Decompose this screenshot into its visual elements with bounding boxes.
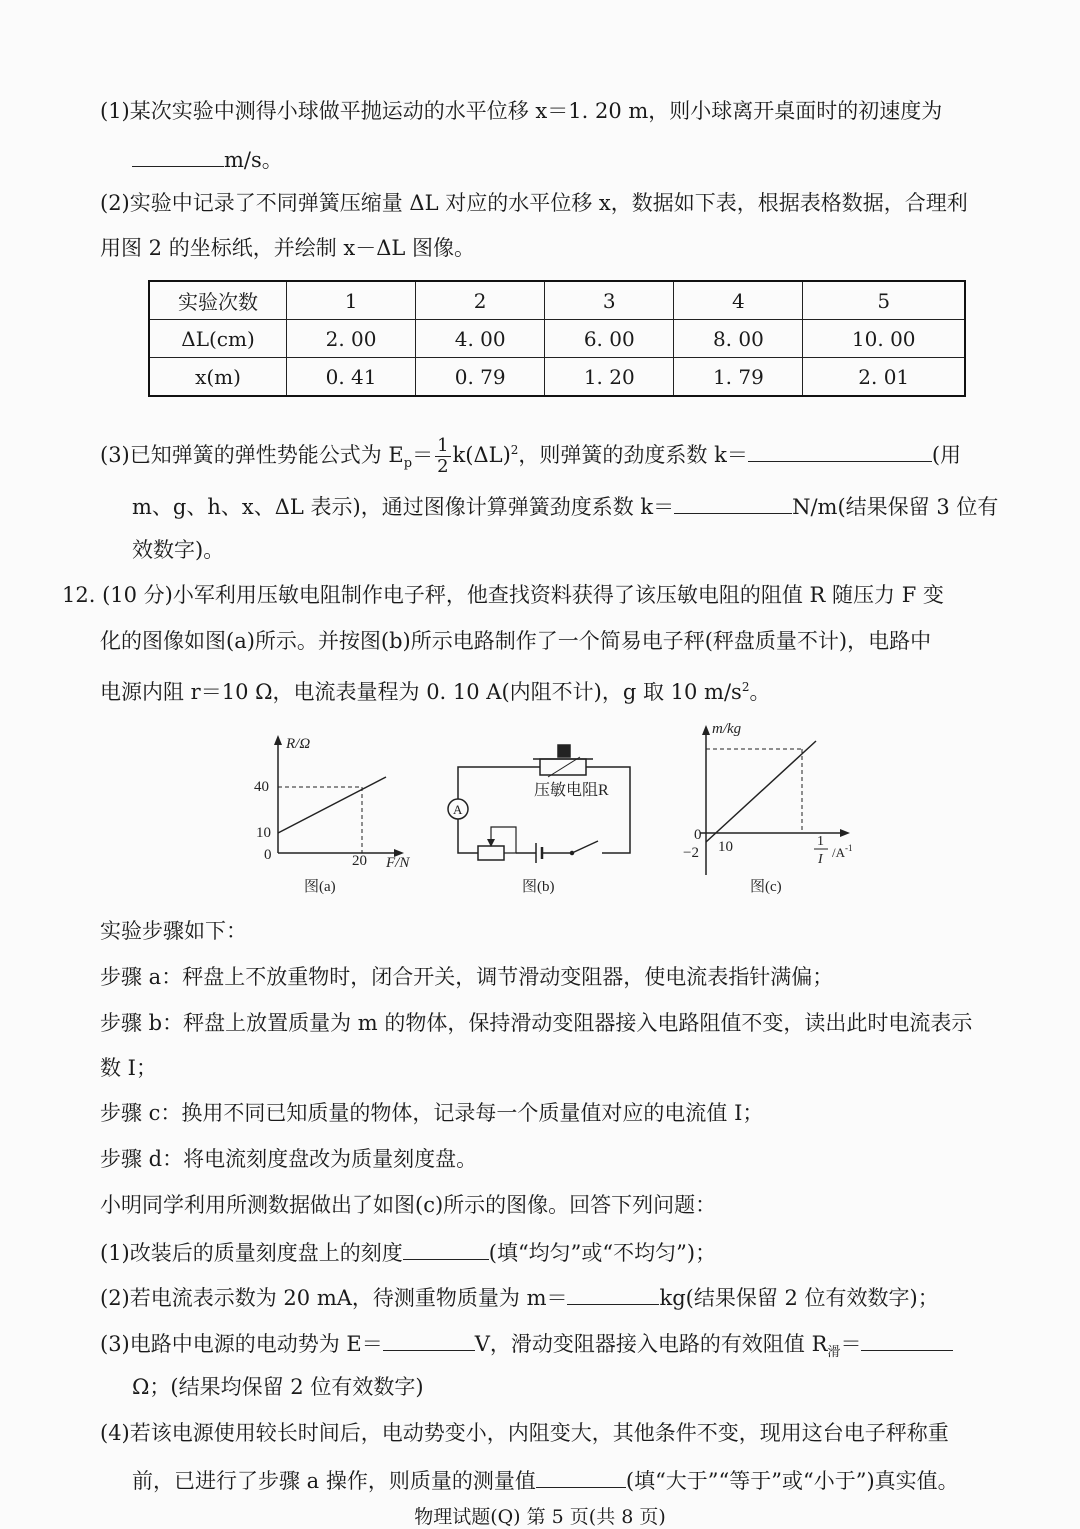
answer-blank[interactable] bbox=[132, 142, 224, 167]
step-b-line1: 步骤 b：秤盘上放置质量为 m 的物体，保持滑动变阻器接入电路阻值不变，读出此时电流表示 bbox=[100, 1011, 973, 1035]
table-cell: 0. 41 bbox=[287, 358, 416, 397]
arrow-icon bbox=[840, 829, 850, 837]
table-cell: 4. 00 bbox=[416, 320, 545, 358]
table-row bbox=[149, 281, 965, 320]
table-cell: 4 bbox=[674, 281, 803, 320]
answer-blank[interactable] bbox=[748, 437, 932, 462]
fraction: $\frac{1}{2}$ bbox=[437, 435, 449, 477]
figure-caption: 图(a) bbox=[304, 879, 336, 895]
axis-label: R/Ω bbox=[286, 736, 311, 752]
q11-part3-line1: (3)已知弹簧的弹性势能公式为 $E_p=$ $\frac{1}{2}$ $k(\Delta L)^2$，则弹簧的劲度系数 k＝ (用 bbox=[100, 435, 962, 477]
data-table bbox=[148, 280, 966, 397]
tick-label: 10 bbox=[256, 825, 271, 841]
table-cell: 2. 01 bbox=[803, 358, 965, 397]
table-cell: 0. 79 bbox=[416, 358, 545, 397]
tick-label: 0 bbox=[694, 827, 702, 843]
page-footer: 物理试题(Q) 第 5 页(共 8 页) bbox=[414, 1506, 666, 1528]
axis-label-denominator: I bbox=[818, 852, 823, 867]
figures bbox=[0, 715, 1080, 905]
table-row bbox=[149, 358, 965, 397]
answer-blank[interactable] bbox=[861, 1326, 953, 1351]
tick-label: −2 bbox=[683, 845, 699, 861]
q11-part3-line2: m、g、h、x、ΔL 表示)，通过图像计算弹簧劲度系数 k＝ N/m(结果保留 3 位有 bbox=[132, 489, 998, 522]
table-cell: 1. 20 bbox=[545, 358, 674, 397]
tick-label: 20 bbox=[352, 853, 367, 869]
step-a: 步骤 a：秤盘上不放重物时，闭合开关，调节滑动变阻器，使电流表指针满偏； bbox=[100, 965, 834, 989]
table-cell: x(m) bbox=[149, 358, 287, 397]
axis-label: F/N bbox=[386, 855, 410, 871]
table-cell: 1 bbox=[287, 281, 416, 320]
rheostat bbox=[478, 846, 504, 860]
figure-caption: 图(c) bbox=[750, 879, 782, 895]
figure-a bbox=[254, 735, 410, 895]
sensor-label: 压敏电阻R bbox=[534, 782, 609, 799]
table-cell: 实验次数 bbox=[149, 281, 287, 320]
step-c: 步骤 c：换用不同已知质量的物体，记录每一个质量值对应的电流值 I； bbox=[100, 1101, 764, 1125]
axis-label: m/kg bbox=[712, 721, 742, 737]
figure-caption: 图(b) bbox=[522, 879, 555, 895]
switch-contact bbox=[571, 852, 574, 855]
q11-part3-line3: 效数字)。 bbox=[132, 538, 225, 562]
table-row bbox=[149, 320, 965, 358]
subq-4-line1: (4)若该电源使用较长时间后，电动势变小，内阻变大，其他条件不变，现用这台电子秤称重 bbox=[100, 1421, 949, 1445]
table-cell: 2. 00 bbox=[287, 320, 416, 358]
summary: 小明同学利用所测数据做出了如图(c)所示的图像。回答下列问题： bbox=[100, 1193, 717, 1217]
table-cell: 6. 00 bbox=[545, 320, 674, 358]
table-cell: 10. 00 bbox=[803, 320, 965, 358]
tick-label: 10 bbox=[718, 839, 733, 855]
answer-blank[interactable] bbox=[674, 489, 792, 514]
arrow-icon bbox=[274, 735, 282, 745]
step-d: 步骤 d：将电流刻度盘改为质量刻度盘。 bbox=[100, 1147, 478, 1171]
q11-part1-line2: m/s。 bbox=[132, 142, 283, 175]
table-cell: 3 bbox=[545, 281, 674, 320]
sensor-resistor bbox=[540, 759, 586, 775]
q12-intro-line2: 化的图像如图(a)所示。并按图(b)所示电路制作了一个简易电子秤(秤盘质量不计)，电路中 bbox=[100, 629, 932, 653]
subq-2: (2)若电流表示数为 20 mA，待测重物质量为 m＝ kg(结果保留 2 位有效数字)； bbox=[100, 1280, 939, 1313]
graph-line bbox=[706, 741, 816, 842]
q11-part1-line1: (1)某次实验中测得小球做平抛运动的水平位移 x＝1. 20 m，则小球离开桌面时的初速度为 bbox=[100, 99, 943, 123]
q11-part2-line2: 用图 2 的坐标纸，并绘制 x－ΔL 图像。 bbox=[100, 236, 476, 260]
sensor-arrow bbox=[548, 757, 580, 777]
q12-intro-line3: 电源内阻 r＝10 Ω，电流表量程为 0. 10 A(内阻不计)，g 取 10 $m/s^2$。 bbox=[100, 680, 771, 704]
q12-intro-line1: 12. (10 分)小军利用压敏电阻制作电子秤，他查找资料获得了该压敏电阻的阻值 R 随压力 F 变 bbox=[62, 583, 944, 607]
table-cell: 5 bbox=[803, 281, 965, 320]
tick-label: 0 bbox=[264, 847, 272, 863]
figure-b bbox=[448, 745, 630, 895]
subq-3-line1: (3)电路中电源的电动势为 E＝ V，滑动变阻器接入电路的有效阻值 $R_滑=$ bbox=[100, 1326, 953, 1368]
q11-part2-line1: (2)实验中记录了不同弹簧压缩量 ΔL 对应的水平位移 x，数据如下表，根据表格数据，合理利 bbox=[100, 191, 968, 215]
subq-1: (1)改装后的质量刻度盘上的刻度 (填“均匀”或“不均匀”)； bbox=[100, 1235, 716, 1268]
steps-title: 实验步骤如下： bbox=[100, 919, 247, 943]
answer-blank[interactable] bbox=[567, 1280, 659, 1305]
table-cell: 8. 00 bbox=[674, 320, 803, 358]
axis-label-unit: $/A^{-1}$ bbox=[832, 843, 853, 860]
table-cell: 2 bbox=[416, 281, 545, 320]
ammeter-label: A bbox=[453, 802, 463, 817]
answer-blank[interactable] bbox=[536, 1463, 626, 1488]
axis-label-numerator: 1 bbox=[817, 834, 824, 849]
switch bbox=[572, 841, 598, 853]
answer-blank[interactable] bbox=[383, 1326, 475, 1351]
subq-3-line2: Ω；(结果均保留 2 位有效数字) bbox=[132, 1375, 424, 1399]
table-cell: ΔL(cm) bbox=[149, 320, 287, 358]
weight-block bbox=[558, 745, 570, 757]
table-cell: 1. 79 bbox=[674, 358, 803, 397]
graph-line bbox=[278, 777, 386, 833]
arrow-icon bbox=[702, 725, 710, 735]
subq-4-line2: 前，已进行了步骤 a 操作，则质量的测量值 (填“大于”“等于”或“小于”)真实值。 bbox=[132, 1463, 959, 1496]
wire bbox=[586, 767, 630, 853]
answer-blank[interactable] bbox=[403, 1235, 489, 1260]
figure-c bbox=[683, 721, 853, 895]
tick-label: 40 bbox=[254, 779, 269, 795]
wire bbox=[458, 767, 540, 853]
step-b-line2: 数 I； bbox=[100, 1056, 157, 1080]
